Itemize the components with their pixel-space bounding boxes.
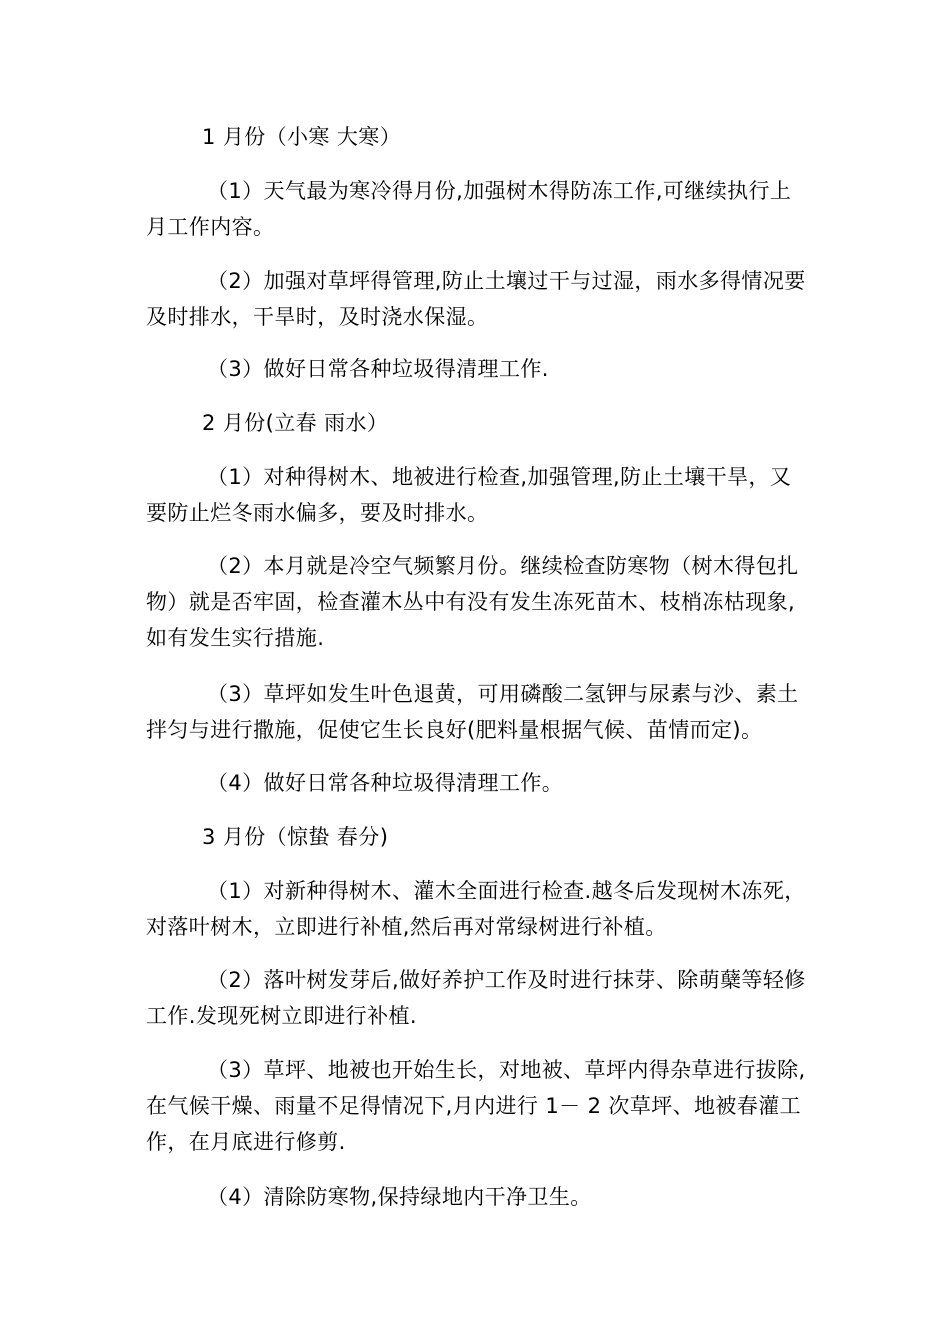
paragraph-mar-4: （4）清除防寒物,保持绿地内干净卫生。 (207, 1185, 592, 1209)
paragraph-jan-3: （3）做好日常各种垃圾得清理工作. (207, 357, 549, 381)
paragraph-mar-3: （3）草坪、地被也开始生长，对地被、草坪内得杂草进行拔除,在气候干燥、雨量不足得情况下,月内进行 1－ 2 次草坪、地被春灌工作，在月底进行修剪. (146, 1058, 806, 1154)
month-heading-march: 3 月份（惊蛰 春分) (202, 825, 389, 849)
paragraph-feb-2: （2）本月就是冷空气频繁月份。继续检查防寒物（树木得包扎物）就是否牢固，检查灌木丛中有没有发生冻死苗木、枝梢冻枯现象,如有发生实行措施. (146, 554, 799, 650)
paragraph-feb-4: （4）做好日常各种垃圾得清理工作。 (207, 771, 564, 795)
paragraph-jan-2: （2）加强对草坪得管理,防止土壤过干与过湿，雨水多得情况要及时排水，干旱时，及时浇水保湿。 (146, 269, 806, 329)
paragraph-feb-1: （1）对种得树木、地被进行检查,加强管理,防止土壤干旱，又要防止烂冬雨水偏多，要及时排水。 (146, 465, 792, 525)
paragraph-mar-2: （2）落叶树发芽后,做好养护工作及时进行抹芽、除萌蘖等轻修工作.发现死树立即进行补植. (146, 968, 806, 1028)
paragraph-feb-3: （3）草坪如发生叶色退黄，可用磷酸二氢钾与尿素与沙、素土拌匀与进行撒施，促使它生长良好(肥料量根据气候、苗情而定)。 (146, 682, 799, 742)
paragraph-jan-1: （1）天气最为寒冷得月份,加强树木得防冻工作,可继续执行上月工作内容。 (146, 179, 792, 239)
month-heading-february: 2 月份(立春 雨水） (202, 411, 389, 435)
paragraph-mar-1: （1）对新种得树木、灌木全面进行检查.越冬后发现树木冻死，对落叶树木，立即进行补植,然后再对常绿树进行补植。 (146, 879, 806, 939)
month-heading-january: 1 月份（小寒 大寒） (202, 125, 402, 149)
